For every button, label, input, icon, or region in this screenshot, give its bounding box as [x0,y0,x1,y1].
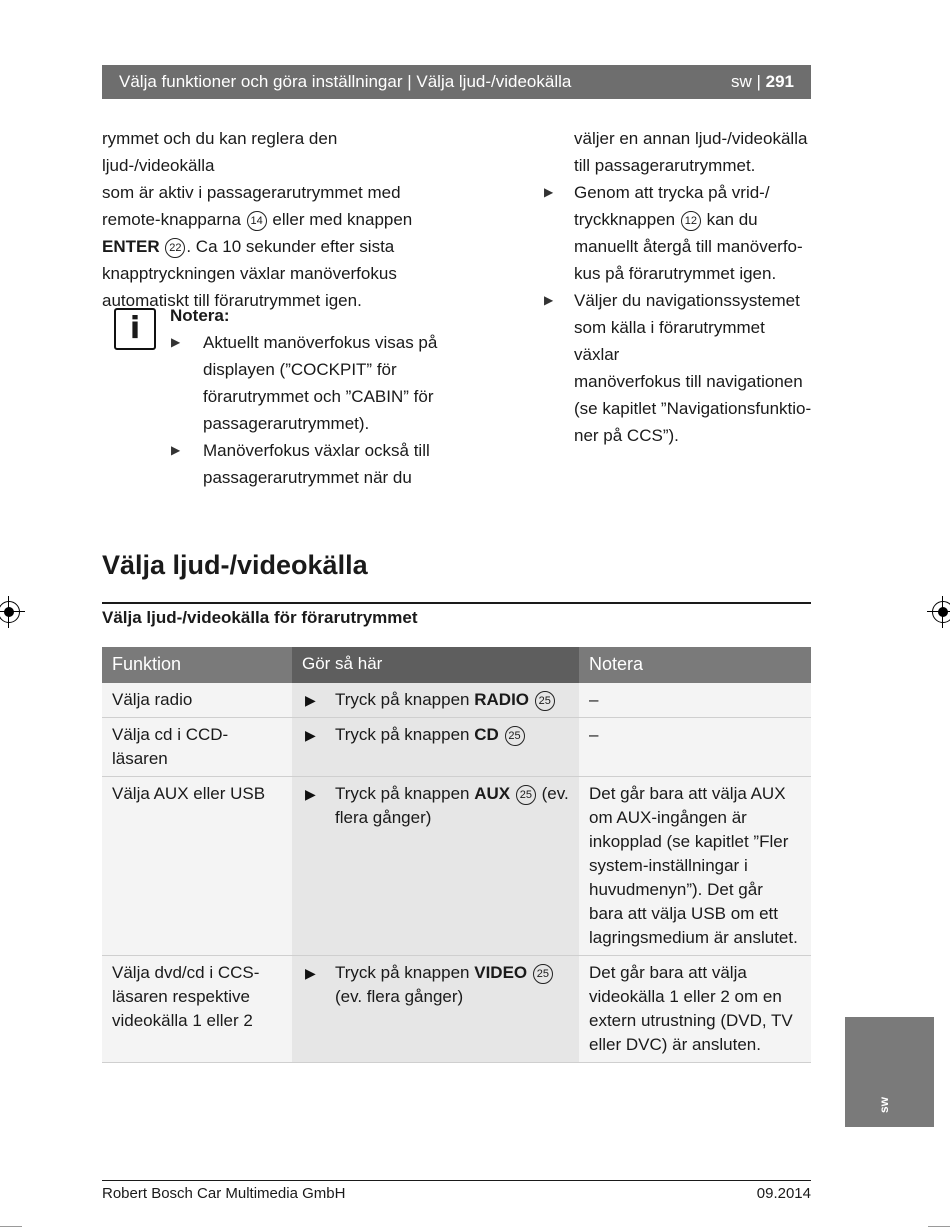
section-divider [102,602,811,604]
registration-mark-icon [932,601,950,623]
cell-note: – [579,683,811,717]
bullet-item: ▶ Genom att trycka på vrid-/ tryckknappen 12 kan du manuellt återgå till manöverfo- kus på förarutrymmet igen. [543,179,813,287]
footer-divider [102,1180,811,1181]
cell-note: Det går bara att välja videokälla 1 eller 2 om en extern utrustning (DVD, TV eller DVC) är ansluten. [579,956,811,1062]
section-subtitle: Välja ljud-/videokälla för förarutrymmet [102,608,418,627]
bullet-triangle-icon: ▶ [305,965,316,981]
cell-funktion: Välja radio [102,683,292,717]
header-title: Välja funktioner och göra inställningar | Välja ljud-/videokälla [119,72,572,91]
column-header-funktion: Funktion [112,654,182,674]
note-bullet: ▶ Manöverfokus växlar också till passagerarutrymmet när du [170,437,460,491]
note-title: Notera: [170,306,230,325]
table-row [102,956,811,1063]
bullet-triangle-icon: ▶ [544,185,554,199]
cell-instruction: ▶ Tryck på knappen CD 25 [292,718,579,776]
section-title: Välja ljud-/videokälla [102,550,368,580]
cell-instruction: ▶ Tryck på knappen RADIO 25 [292,683,579,717]
bullet-triangle-icon: ▶ [544,293,554,307]
page-number: 291 [765,72,794,91]
side-tab-label: sw [877,1096,891,1113]
cell-funktion: Välja AUX eller USB [102,777,292,955]
reference-number: 25 [516,785,536,805]
table-row [102,777,811,956]
bullet-triangle-icon: ▶ [171,335,181,349]
note-box [170,302,460,491]
right-column [543,125,813,449]
header-page-info [731,72,794,92]
reference-number: 25 [505,726,525,746]
paragraph-line: remote-knapparna 14 eller med knappen [102,210,413,229]
cell-funktion: Välja dvd/cd i CCS-läsaren respektive videokälla 1 eller 2 [102,956,292,1062]
crop-mark [928,1226,950,1227]
enter-key-label: ENTER [102,237,160,256]
cell-note: – [579,718,811,776]
continued-text: väljer en annan ljud-/videokälla till passagerarutrymmet. [574,129,808,175]
footer-company: Robert Bosch Car Multimedia GmbH [102,1185,346,1202]
bullet-triangle-icon: ▶ [305,727,316,743]
reference-number: 22 [165,238,185,258]
cell-note: Det går bara att välja AUX om AUX-ingången är inkopplad (se kapitlet ”Fler system-inställningar i huvudmenyn”). Det går bara att välja USB om ett lagringsmedium är anslutet. [579,777,811,955]
reference-number: 14 [247,211,267,231]
bullet-item: ▶ Väljer du navigationssystemet som källa i förarutrymmet växlar manöverfokus till navigationen (se kapitlet ”Navigationsfunktio- ner på CCS”). [543,287,813,449]
paragraph-line: rymmet och du kan reglera den ljud-/videokälla [102,129,338,175]
header-separator: | [756,72,761,91]
language-side-tab [845,1017,934,1127]
table-row [102,718,811,777]
cell-instruction: ▶ Tryck på knappen AUX 25 (ev. flera gånger) [292,777,579,955]
registration-mark-icon [0,601,20,623]
paragraph-line: ENTER 22 . Ca 10 sekunder efter sista [102,237,395,256]
info-icon: i [114,308,156,350]
bullet-triangle-icon: ▶ [305,786,316,802]
reference-number: 25 [533,964,553,984]
left-column [102,125,452,314]
page-header [102,65,811,99]
table-row [102,683,811,718]
function-table [102,647,811,1063]
reference-number: 12 [681,211,701,231]
footer-date: 09.2014 [756,1185,811,1202]
paragraph-line: knapptryckningen växlar manöverfokus [102,264,397,283]
header-lang: sw [730,72,752,91]
note-bullet: ▶ Aktuellt manöverfokus visas på displayen (”COCKPIT” för förarutrymmet och ”CABIN” för passagerarutrymmet). [170,329,460,437]
crop-mark [0,1226,22,1227]
cell-funktion: Välja cd i CCD-läsaren [102,718,292,776]
paragraph-line: som är aktiv i passagerarutrymmet med [102,183,401,202]
paragraph-line: automatiskt till förarutrymmet igen. [102,291,362,310]
bullet-triangle-icon: ▶ [305,692,316,708]
column-header-gor-sa-har: Gör så här [292,647,579,683]
table-header [102,647,811,683]
reference-number: 25 [535,691,555,711]
column-header-notera: Notera [589,654,644,674]
bullet-triangle-icon: ▶ [171,443,181,457]
cell-instruction: ▶ Tryck på knappen VIDEO 25 (ev. flera gånger) [292,956,579,1062]
